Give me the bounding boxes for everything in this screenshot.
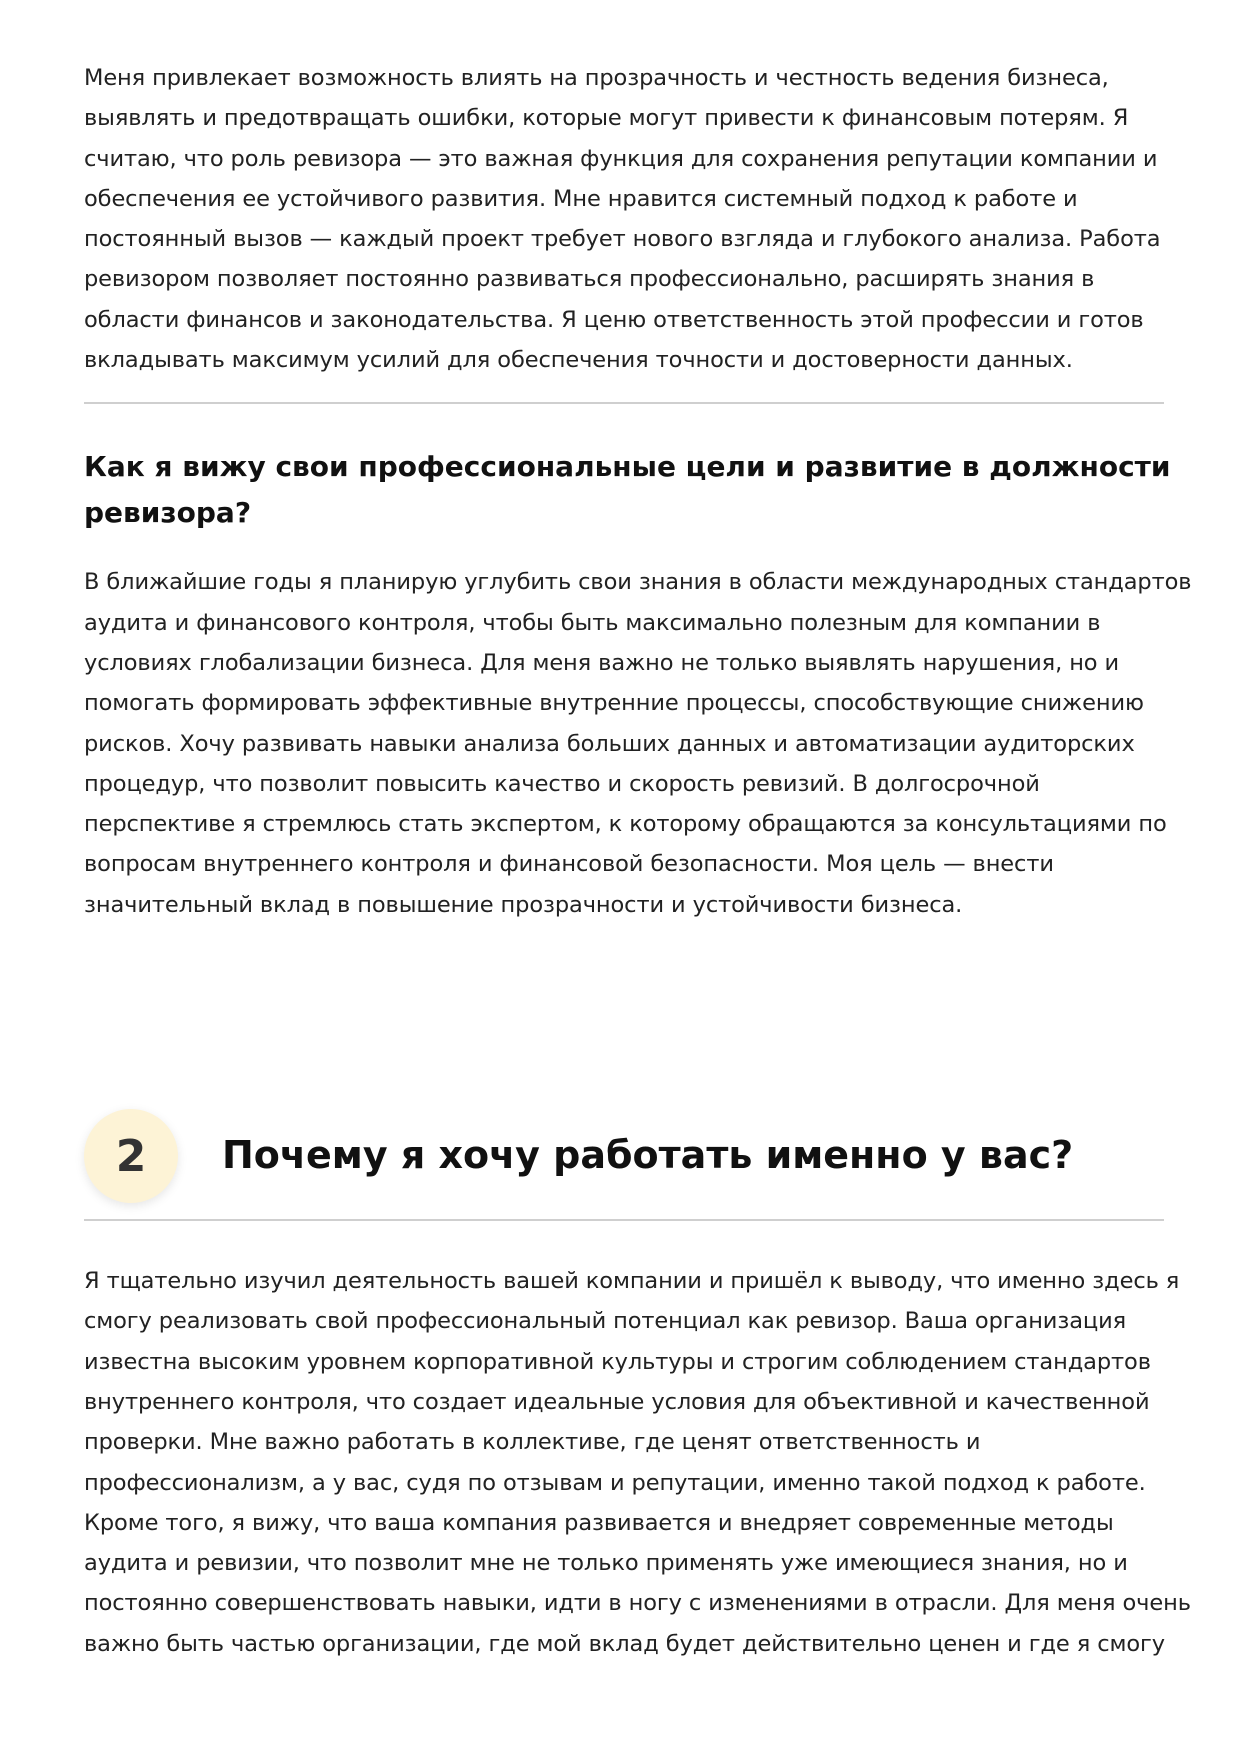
heading-line: Как я вижу свои профессиональные цели и развитие в должности [84,450,1171,484]
document-page [84,58,1192,1664]
section-title: Почему я хочу работать именно у вас? [222,1133,1074,1178]
section-header [84,1109,1164,1209]
text-line: внутреннего контроля, что создает идеальные условия для объективной и качественной [84,1388,1150,1415]
text-line: вопросам внутреннего контроля и финансовой безопасности. Моя цель — внести [84,851,1054,878]
divider [84,1219,1164,1221]
text-line: условиях глобализации бизнеса. Для меня важно не только выявлять нарушения, но и [84,649,1120,676]
question-heading [84,444,1171,536]
text-line: обеспечения ее устойчивого развития. Мне нравится системный подход к работе и [84,185,1078,212]
text-line: Меня привлекает возможность влиять на прозрачность и честность ведения бизнеса, [84,65,1109,91]
text-line: вкладывать максимум усилий для обеспечения точности и достоверности данных. [84,347,1073,374]
text-line: выявлять и предотвращать ошибки, которые могут привести к финансовым потерям. Я [84,105,1129,132]
text-line: помогать формировать эффективные внутренние процессы, способствующие снижению [84,690,1144,717]
text-line: проверки. Мне важно работать в коллективе, где ценят ответственность и [84,1429,981,1456]
text-line: аудита и ревизии, что позволит мне не только применять уже имеющиеся знания, но и [84,1550,1128,1577]
paragraph-goals [84,562,1192,925]
heading-line: ревизора? [84,496,252,530]
text-line: перспективе я стремлюсь стать экспертом, к которому обращаются за консультациями по [84,811,1167,838]
text-line: процедур, что позволит повысить качество и скорость ревизий. В долгосрочной [84,770,1040,797]
text-line: считаю, что роль ревизора — это важная функция для сохранения репутации компании и [84,145,1158,172]
text-line: рисков. Хочу развивать навыки анализа больших данных и автоматизации аудиторских [84,730,1135,757]
text-line: аудита и финансового контроля, чтобы быть максимально полезным для компании в [84,609,1101,636]
section-number-badge: 2 [84,1109,178,1203]
text-line: значительный вклад в повышение прозрачности и устойчивости бизнеса. [84,891,963,918]
text-line: профессионализм, а у вас, судя по отзывам и репутации, именно такой подход к работе. [84,1469,1146,1496]
text-line: постоянный вызов — каждый проект требует нового взгляда и глубокого анализа. Работа [84,226,1161,253]
text-line: В ближайшие годы я планирую углубить свои знания в области международных стандартов [84,569,1192,596]
paragraph-why-company [84,1261,1191,1664]
text-line: ревизором позволяет постоянно развиваться профессионально, расширять знания в [84,266,1095,293]
text-line: смогу реализовать свой профессиональный потенциал как ревизор. Ваша организация [84,1308,1127,1335]
text-line: постоянно совершенствовать навыки, идти в ногу с изменениями в отрасли. Для меня очень [84,1590,1191,1617]
paragraph-motivation [84,58,1164,380]
text-line: известна высоким уровнем корпоративной культуры и строгим соблюдением стандартов [84,1348,1151,1375]
divider [84,402,1164,404]
text-line: Я тщательно изучил деятельность вашей компании и пришёл к выводу, что именно здесь я [84,1268,1180,1295]
text-line: Кроме того, я вижу, что ваша компания развивается и внедряет современные методы [84,1509,1114,1536]
text-line: важно быть частью организации, где мой вклад будет действительно ценен и где я смогу [84,1630,1165,1657]
text-line: области финансов и законодательства. Я ценю ответственность этой профессии и готов [84,306,1144,333]
